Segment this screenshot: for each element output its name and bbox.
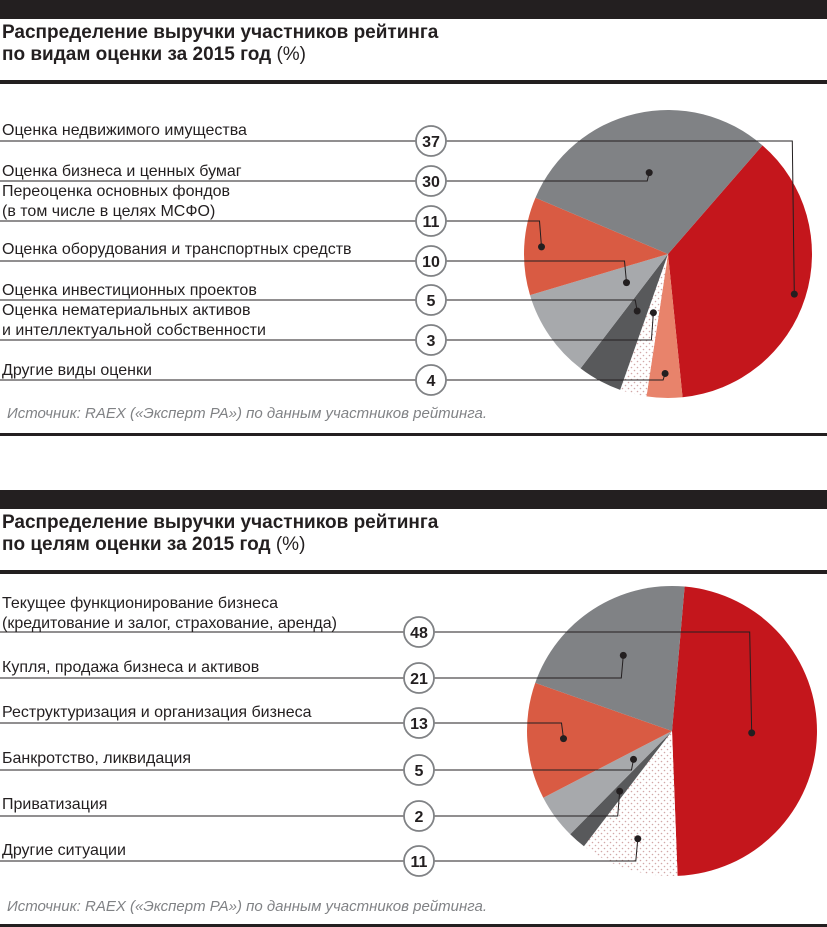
data-label-equipment: 10 [422,254,440,271]
data-label-purchase-sale: 21 [410,671,428,688]
value-badge-current-operations [404,617,434,647]
legend-label: Приватизация [2,796,108,813]
value-badge-bankruptcy [404,755,434,785]
leader-dot-fixed-assets [538,243,545,250]
value-badge-real-estate [416,126,446,156]
title-line-2: по видам оценки за 2015 год [2,44,272,65]
leader-dot-restructuring [560,735,567,742]
data-label-restructuring: 13 [410,716,428,733]
legend-label: Оценка бизнеса и ценных бумаг [2,163,242,180]
leader-dot-intangibles [650,309,657,316]
title-unit: (%) [275,534,306,555]
data-label-current-operations: 48 [410,625,428,642]
data-label-other-situations: 11 [410,854,428,871]
legend-label: Оценка недвижимого имущества [2,122,247,139]
value-badge-purchase-sale [404,663,434,693]
legend-label: Переоценка основных фондов [2,183,231,200]
data-label-bankruptcy: 5 [414,763,424,780]
leader-dot-bankruptcy [630,756,637,763]
value-badge-intangibles [416,325,446,355]
value-badge-other [416,365,446,395]
legend-label: Оценка оборудования и транспортных средств [2,241,352,258]
data-label-other: 4 [426,373,436,390]
leader-dot-other [662,370,669,377]
legend-label: Другие ситуации [2,842,126,859]
leader-line-purchase-sale [0,655,623,678]
legend-label: Реструктуризация и организация бизнеса [2,704,312,721]
pie-chart-by-type [0,0,827,436]
leader-dot-real-estate [791,291,798,298]
value-badge-other-situations [404,846,434,876]
chart-panel-by-type [0,0,827,436]
value-badge-restructuring [404,708,434,738]
legend-label: Банкротство, ликвидация [2,750,191,767]
title-line-1: Распределение выручки участников рейтинга [2,22,439,43]
value-badge-fixed-assets [416,206,446,236]
source-note: Источник: RAEX («Эксперт РА») по данным участников рейтинга. [7,898,487,915]
value-badge-privatization [404,801,434,831]
leader-dot-investment-projects [634,308,641,315]
leader-dot-other-situations [634,835,641,842]
leader-line-restructuring [0,723,564,739]
value-badge-business-securities [416,166,446,196]
data-label-privatization: 2 [414,809,424,826]
pie-chart-by-purpose [0,490,827,927]
legend-label: Купля, продажа бизнеса и активов [2,659,260,676]
legend-label: Оценка инвестиционных проектов [2,282,257,299]
leader-line-other-situations [0,839,638,861]
legend-label: (в том числе в целях МСФО) [2,203,216,220]
title-line-2: по целям оценки за 2015 год [2,534,271,555]
value-badge-equipment [416,246,446,276]
legend-label: (кредитование и залог, страхование, аренда) [2,615,337,632]
leader-dot-business-securities [646,169,653,176]
title-unit: (%) [276,44,306,65]
data-label-fixed-assets: 11 [422,214,440,231]
leader-dot-equipment [623,279,630,286]
data-label-intangibles: 3 [426,333,436,350]
leader-line-other [0,374,665,381]
leader-dot-privatization [616,788,623,795]
leader-dot-purchase-sale [620,652,627,659]
title-line-1: Распределение выручки участников рейтинга [2,512,439,533]
data-label-real-estate: 37 [422,134,440,151]
leader-line-fixed-assets [0,221,542,247]
legend-label: и интеллектуальной собственности [2,322,266,339]
legend-label: Другие виды оценки [2,362,152,379]
value-badge-investment-projects [416,285,446,315]
chart-panel-by-purpose [0,490,827,927]
legend-label: Текущее функционирование бизнеса [2,595,278,612]
legend-label: Оценка нематериальных активов [2,302,251,319]
leader-dot-current-operations [748,729,755,736]
data-label-investment-projects: 5 [426,293,436,310]
data-label-business-securities: 30 [422,174,440,191]
pie-slice-current-operations [672,587,817,876]
source-note: Источник: RAEX («Эксперт РА») по данным участников рейтинга. [7,405,487,422]
leader-line-privatization [0,791,620,816]
